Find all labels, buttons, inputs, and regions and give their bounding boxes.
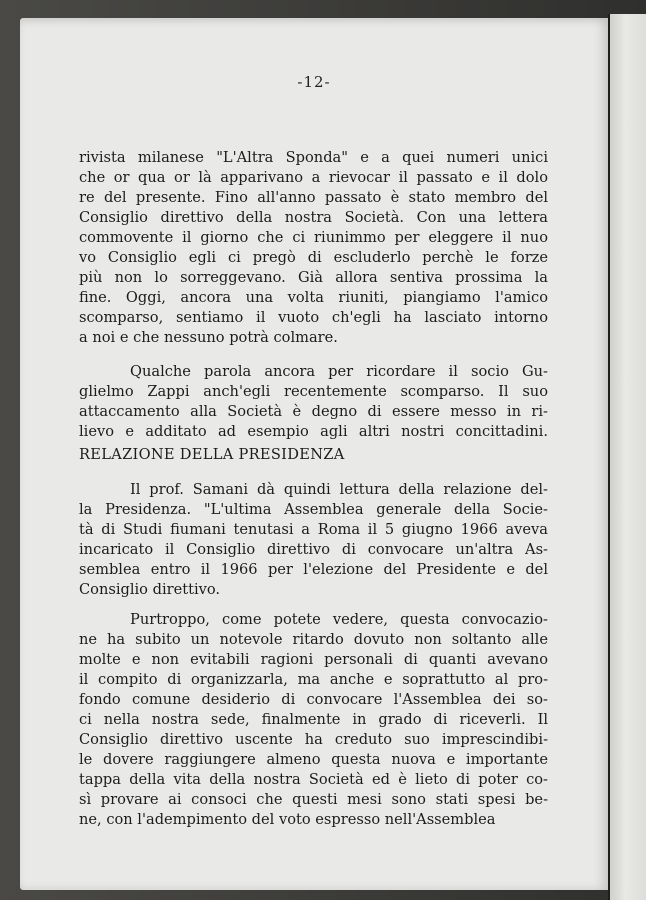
text-line: lievo e additato ad esempio agli altri nostri concittadini. bbox=[79, 423, 548, 440]
text-line: incaricato il Consiglio direttivo di convocare un'altra As- bbox=[79, 541, 548, 558]
text-line: re del presente. Fino all'anno passato è stato membro del bbox=[79, 189, 548, 206]
text-line: tappa della vita della nostra Società ed è lieto di poter co- bbox=[79, 771, 548, 788]
text-line: scomparso, sentiamo il vuoto ch'egli ha lasciato intorno bbox=[79, 309, 548, 326]
text-line: tà di Studi fiumani tenutasi a Roma il 5 giugno 1966 aveva bbox=[79, 521, 548, 538]
text-line: a noi e che nessuno potrà colmare. bbox=[79, 329, 338, 346]
text-line: ci nella nostra sede, finalmente in grado di riceverli. Il bbox=[79, 711, 548, 728]
text-line: Il prof. Samani dà quindi lettura della relazione del- bbox=[130, 481, 548, 498]
text-line: il compito di organizzarla, ma anche e soprattutto al pro- bbox=[79, 671, 548, 688]
section-heading: RELAZIONE DELLA PRESIDENZA bbox=[79, 446, 345, 463]
text-line: sì provare ai consoci che questi mesi sono stati spesi be- bbox=[79, 791, 548, 808]
text-line: che or qua or là apparivano a rievocar il passato e il dolo bbox=[79, 169, 548, 186]
facing-page-edge bbox=[608, 14, 646, 900]
text-line: vo Consiglio egli ci pregò di escluderlo perchè le forze bbox=[79, 249, 548, 266]
page-number: -12- bbox=[297, 73, 331, 91]
text-line: commovente il giorno che ci riunimmo per eleggere il nuo bbox=[79, 229, 548, 246]
text-line: Purtroppo, come potete vedere, questa convocazio- bbox=[130, 611, 548, 628]
text-line: Consiglio direttivo della nostra Società. Con una lettera bbox=[79, 209, 548, 226]
document-page bbox=[20, 18, 608, 890]
text-line: la Presidenza. "L'ultima Assemblea generale della Socie- bbox=[79, 501, 548, 518]
text-line: semblea entro il 1966 per l'elezione del Presidente e del bbox=[79, 561, 548, 578]
text-line: più non lo sorreggevano. Già allora sentiva prossima la bbox=[79, 269, 548, 286]
text-line: glielmo Zappi anch'egli recentemente scomparso. Il suo bbox=[79, 383, 548, 400]
text-line: le dovere raggiungere almeno questa nuova e importante bbox=[79, 751, 548, 768]
text-line: molte e non evitabili ragioni personali di quanti avevano bbox=[79, 651, 548, 668]
text-line: Qualche parola ancora per ricordare il socio Gu- bbox=[130, 363, 548, 380]
text-line: rivista milanese "L'Altra Sponda" e a quei numeri unici bbox=[79, 149, 548, 166]
text-line: fondo comune desiderio di convocare l'Assemblea dei so- bbox=[79, 691, 548, 708]
text-line: ne ha subito un notevole ritardo dovuto non soltanto alle bbox=[79, 631, 548, 648]
text-line: fine. Oggi, ancora una volta riuniti, piangiamo l'amico bbox=[79, 289, 548, 306]
text-line: attaccamento alla Società è degno di essere messo in ri- bbox=[79, 403, 548, 420]
text-line: ne, con l'adempimento del voto espresso nell'Assemblea bbox=[79, 811, 496, 828]
text-line: Consiglio direttivo uscente ha creduto suo imprescindibi- bbox=[79, 731, 548, 748]
text-line: Consiglio direttivo. bbox=[79, 581, 221, 598]
